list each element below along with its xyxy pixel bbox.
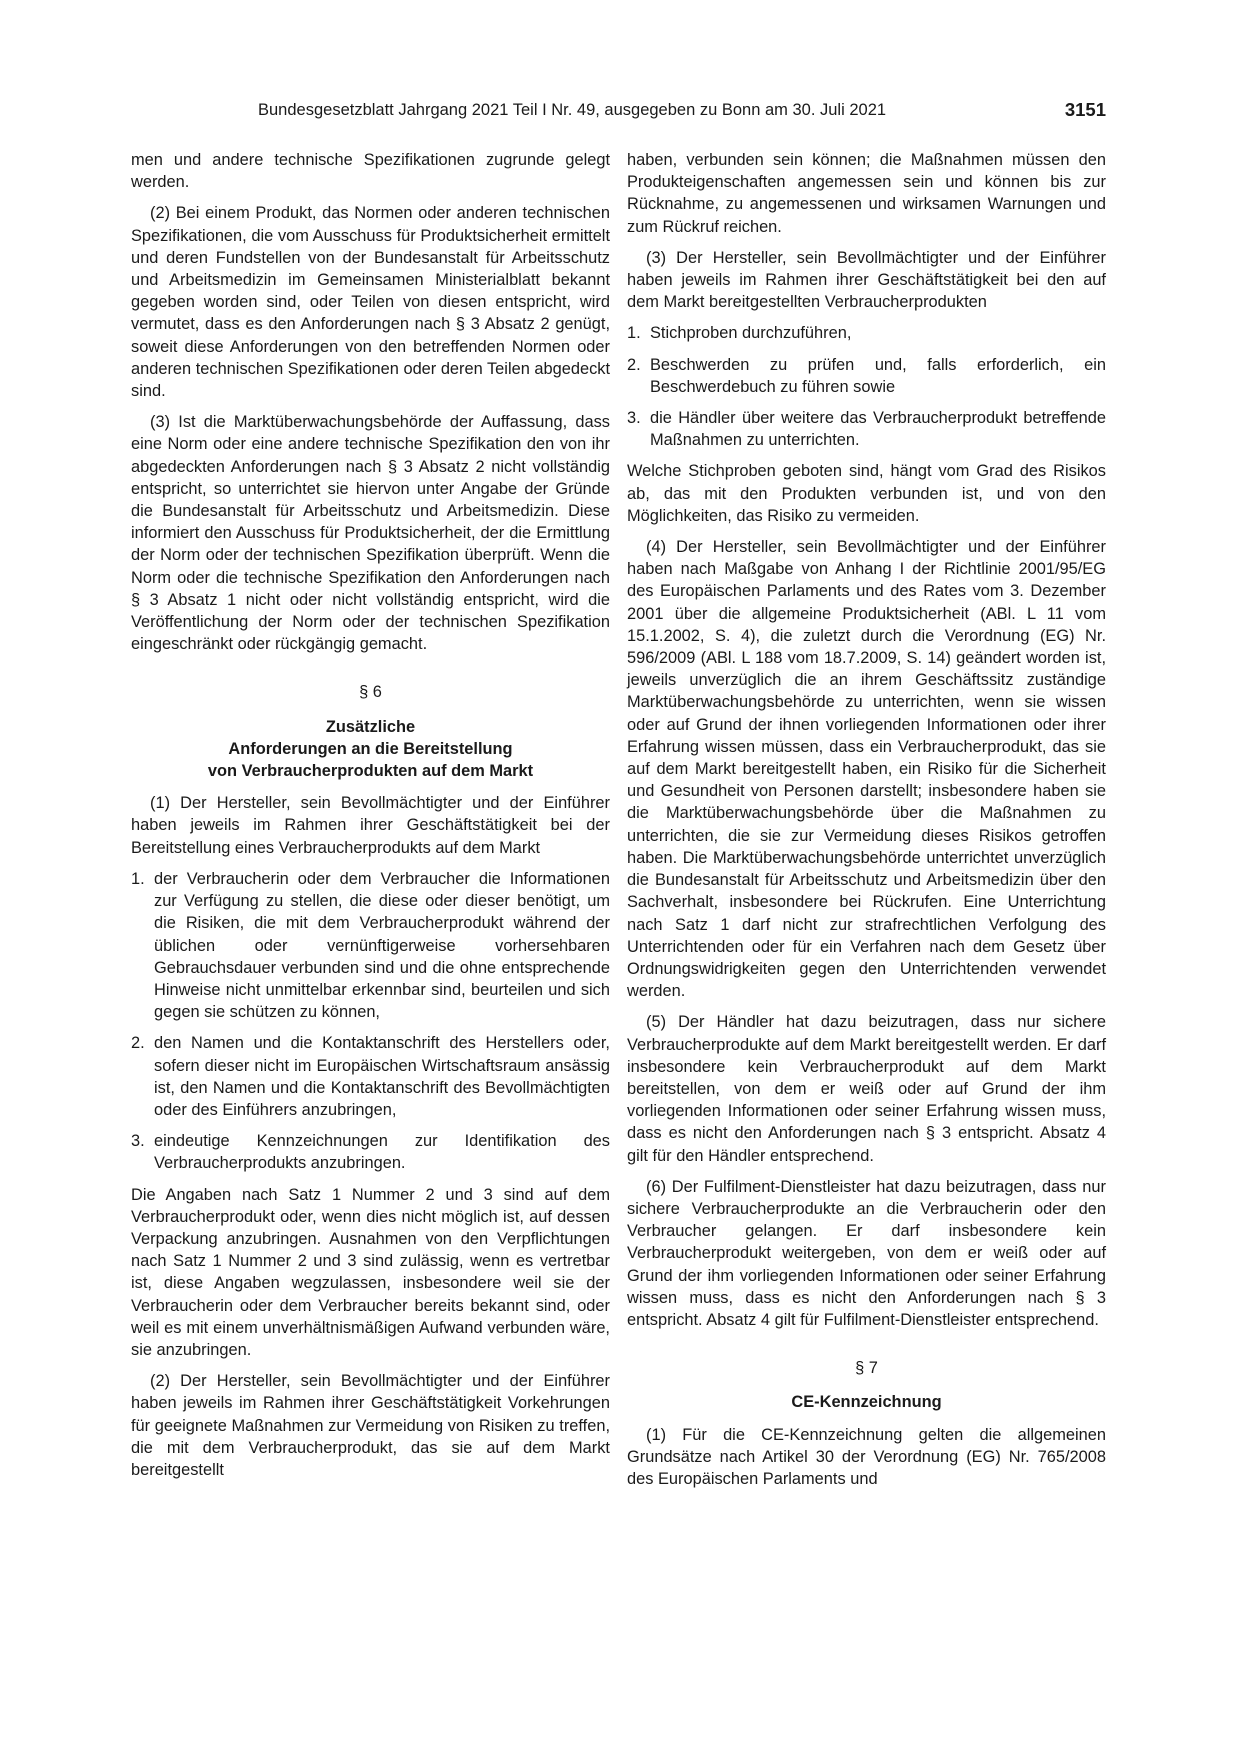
list-item	[131, 1032, 610, 1121]
section-7-title: CE-Kennzeichnung	[791, 1393, 942, 1412]
list-item-number: 1.	[131, 869, 145, 888]
list-item-number: 3.	[131, 1132, 145, 1151]
continued-paragraph: haben, verbunden sein können; die Maßnahmen müssen den Produkteigenschaften angemessen sein und können bis zur Rücknahme, zu angemessenen und wirksamen Warnungen und zum Rückruf reichen.	[627, 151, 1106, 236]
section-6-title-line: Anforderungen an die Bereitstellung	[228, 739, 513, 758]
section-6-title-line: von Verbraucherprodukten auf dem Markt	[207, 762, 534, 781]
list-item	[627, 407, 1106, 451]
list-item-number: 1.	[627, 324, 641, 343]
list-item	[627, 322, 1106, 344]
paragraph-6-6: (6) Der Fulfilment-Dienstleister hat dazu beizutragen, dass nur sichere Verbraucherprodukte an die Verbraucherin oder den Verbraucher gelangen. Er darf insbesondere kein Verbraucherprodukt weitergeben, von dem er weiß oder auf Grund der ihm vorliegenden Informationen oder seiner Erfahrung wissen muss, dass es nicht den Anforderungen nach § 3 entspricht. Absatz 4 gilt für Fulfilment-Dienstleister entsprechend.	[627, 1177, 1106, 1329]
list-item-number: 3.	[627, 409, 641, 428]
section-7-number: § 7	[855, 1359, 878, 1378]
list-item-number: 2.	[627, 355, 641, 374]
page-number: 3151	[1064, 99, 1106, 120]
continued-paragraph: men und andere technische Spezifikationen zugrunde gelegt werden.	[131, 151, 610, 192]
paragraph-5-3: (3) Ist die Marktüberwachungsbehörde der Auffassung, dass eine Norm oder eine andere technische Spezifikation den von ihr abgedeckten Anforderungen nach § 3 Absatz 2 nicht vollständig entspricht, so unterrichtet sie hiervon unter Angabe der Gründe die Bundesanstalt für Arbeitsschutz und Arbeitsmedizin. Diese informiert den Ausschuss für Produktsicherheit, der die Ermittlung der Norm oder der technischen Spezifikation überprüft. Wenn die Norm oder die technische Spezifikation den Anforderungen nach § 3 Absatz 1 nicht oder nicht vollständig entspricht, wird die Veröffentlichung der Norm oder der technischen Spezifikation eingeschränkt oder rückgängig gemacht.	[131, 413, 610, 654]
page-header	[131, 99, 1106, 125]
obligations-list	[627, 322, 1106, 451]
paragraph-6-1-continuation: Die Angaben nach Satz 1 Nummer 2 und 3 sind auf dem Verbraucherprodukt oder, wenn dies nicht möglich ist, auf dessen Verpackung anzubringen. Ausnahmen von den Verpflichtungen nach Satz 1 Nummer 2 und 3 sind zulässig, wenn es vertretbar ist, diese Angaben wegzulassen, insbesondere weil sie der Verbraucherin oder dem Verbraucher bereits bekannt sind, oder weil es mit einem unverhältnismäßigen Aufwand verbunden wäre, sie anzubringen.	[131, 1185, 610, 1359]
paragraph-6-1: (1) Der Hersteller, sein Bevollmächtigter und der Einführer haben jeweils im Rahmen ihrer Geschäftstätigkeit bei der Bereitstellung eines Verbraucherprodukts auf dem Markt	[131, 794, 610, 857]
paragraph-6-3: (3) Der Hersteller, sein Bevollmächtigter und der Einführer haben jeweils im Rahmen ihrer Geschäftstätigkeit bei den auf dem Markt bereitgestellten Verbraucherprodukten	[627, 248, 1106, 312]
list-item	[131, 1130, 610, 1174]
paragraph-6-3-continuation: Welche Stichproben geboten sind, hängt vom Grad des Risikos ab, das mit den Produkten verbunden ist, und von den Möglichkeiten, das Risiko zu vermeiden.	[627, 462, 1106, 525]
list-item-text: Stichproben durchzuführen,	[650, 324, 852, 343]
list-item-text: Beschwerden zu prüfen und, falls erforderlich, ein Beschwerdebuch zu führen sowie	[650, 355, 1106, 396]
list-item-text: der Verbraucherin oder dem Verbraucher die Informationen zur Verfügung zu stellen, die diese oder dieser benötigt, um die Risiken, die mit dem Verbraucherprodukt während der üblichen oder vernünftigerweise vorhersehbaren Gebrauchsdauer verbunden sind und die ohne entsprechende Hinweise nicht unmittelbar erkennbar sind, beurteilen und sich gegen sie schützen zu können,	[154, 869, 610, 1022]
list-item-text: die Händler über weitere das Verbraucherprodukt betreffende Maßnahmen zu unterrichten.	[650, 409, 1106, 450]
section-6-number: § 6	[359, 683, 382, 702]
paragraph-6-5: (5) Der Händler hat dazu beizutragen, dass nur sichere Verbraucherprodukte auf dem Markt bereitgestellt werden. Er darf insbesondere kein Verbraucherprodukt auf dem Markt bereitstellen, von dem er weiß oder auf Grund der ihm vorliegenden Informationen oder seiner Erfahrung wissen muss, dass es nicht den Anforderungen nach § 3 entspricht. Absatz 4 gilt für den Händler entsprechend.	[627, 1013, 1106, 1165]
gazette-title: Bundesgesetzblatt Jahrgang 2021 Teil I Nr. 49, ausgegeben zu Bonn am 30. Juli 2021	[258, 101, 887, 119]
paragraph-7-1: (1) Für die CE-Kennzeichnung gelten die allgemeinen Grundsätze nach Artikel 30 der Verordnung (EG) Nr. 765/2008 des Europäischen Parlaments und	[627, 1425, 1106, 1488]
list-item-text: eindeutige Kennzeichnungen zur Identifikation des Verbraucherprodukts anzubringen.	[154, 1132, 610, 1173]
list-item	[627, 354, 1106, 398]
list-item	[131, 868, 610, 1023]
paragraph-6-2: (2) Der Hersteller, sein Bevollmächtigter und der Einführer haben jeweils im Rahmen ihrer Geschäftstätigkeit Vorkehrungen für geeignete Maßnahmen zur Vermeidung von Risiken zu treffen, die mit dem Verbraucherprodukt, das sie auf dem Markt bereitgestellt	[131, 1372, 610, 1479]
section-6-title-line: Zusätzliche	[325, 717, 416, 736]
list-item-number: 2.	[131, 1034, 145, 1053]
list-item-text: den Namen und die Kontaktanschrift des Herstellers oder, sofern dieser nicht im Europäischen Wirtschaftsraum ansässig ist, den Namen und die Kontaktanschrift des Bevollmächtigten oder des Einführers anzubringen,	[154, 1034, 610, 1119]
paragraph-6-4: (4) Der Hersteller, sein Bevollmächtigter und der Einführer haben nach Maßgabe von Anhang I der Richtlinie 2001/95/EG des Europäischen Parlaments und des Rates vom 3. Dezember 2001 über die allgemeine Produktsicherheit (ABl. L 11 vom 15.1.2002, S. 4), die zuletzt durch die Verordnung (EG) Nr. 596/2009 (ABl. L 188 vom 18.7.2009, S. 14) geändert worden ist, jeweils unverzüglich die an ihrem Geschäftssitz zuständige Marktüberwachungsbehörde zu unterrichten, wenn sie wissen oder auf Grund der ihnen vorliegenden Informationen oder ihrer Erfahrung wissen müssen, dass ein Verbraucherprodukt, das sie auf dem Markt bereitgestellt haben, ein Risiko für die Sicherheit und Gesundheit von Personen darstellt; insbesondere haben sie die Marktüberwachungsbehörde über die Maßnahmen zu unterrichten, die sie zur Vermeidung dieses Risikos getroffen haben. Die Marktüberwachungsbehörde unterrichtet unverzüglich die Bundesanstalt für Arbeitsschutz und Arbeitsmedizin über den Sachverhalt, insbesondere bei Rückrufen. Eine Unterrichtung nach Satz 1 darf nicht zur strafrechtlichen Verfolgung des Unterrichtenden oder für ein Verfahren nach dem Gesetz über Ordnungswidrigkeiten gegen den Unterrichtenden verwendet werden.	[627, 538, 1106, 1001]
paragraph-5-2: (2) Bei einem Produkt, das Normen oder anderen technischen Spezifikationen, die vom Ausschuss für Produktsicherheit ermittelt und deren Fundstellen von der Bundesanstalt für Arbeitsschutz und Arbeitsmedizin im Gemeinsamen Ministerialblatt bekannt gegeben worden sind, oder Teilen von diesen entspricht, wird vermutet, dass es den Anforderungen nach § 3 Absatz 2 genügt, soweit diese Anforderungen von den betreffenden Normen oder anderen technischen Spezifikationen oder deren Teilen abgedeckt sind.	[131, 204, 611, 401]
obligations-list	[131, 868, 610, 1175]
section-6-title	[131, 716, 610, 783]
right-column	[627, 149, 1106, 1490]
left-column	[131, 149, 610, 1481]
